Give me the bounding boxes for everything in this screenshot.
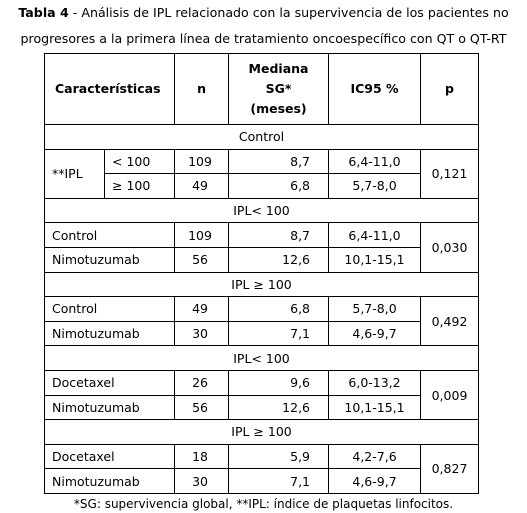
cell-ci: 10,1-15,1: [329, 247, 421, 272]
cell-median: 6,8: [229, 297, 329, 322]
cell-p: 0,009: [421, 370, 479, 419]
cell-n: 49: [175, 174, 229, 199]
cell-median: 9,6: [229, 370, 329, 395]
row-subgroup: < 100: [105, 149, 175, 174]
cell-median: 6,8: [229, 174, 329, 199]
row-label: Nimotuzumab: [45, 247, 175, 272]
header-characteristics: Características: [45, 54, 175, 125]
section-title-ipl-ge-100: IPL ≥ 100: [45, 272, 479, 297]
cell-median: 5,9: [229, 444, 329, 469]
caption-line-2: progresores a la primera línea de tratamiento oncoespecífico con QT o QT-RT: [20, 31, 507, 46]
header-median: [229, 54, 329, 125]
section-title-ipl-ge-100: IPL ≥ 100: [45, 420, 479, 445]
header-median-line-2: SG*: [265, 81, 292, 96]
header-n: n: [175, 54, 229, 125]
section-row: [45, 420, 479, 445]
row-label: Control: [45, 297, 175, 322]
cell-median: 12,6: [229, 247, 329, 272]
cell-median: 7,1: [229, 321, 329, 346]
table-row: [45, 223, 479, 248]
cell-ci: 6,4-11,0: [329, 223, 421, 248]
row-label: Nimotuzumab: [45, 469, 175, 494]
table-row: [45, 149, 479, 174]
header-ic95: IC95 %: [329, 54, 421, 125]
cell-p: 0,121: [421, 149, 479, 198]
header-row: [45, 54, 479, 125]
section-title-ipl-lt-100: IPL< 100: [45, 346, 479, 371]
section-title-ipl-lt-100: IPL< 100: [45, 198, 479, 223]
caption-line-1: [0, 0, 527, 26]
table-row: [45, 297, 479, 322]
cell-n: 109: [175, 223, 229, 248]
section-row: [45, 346, 479, 371]
caption-lead: Tabla 4: [18, 5, 69, 20]
header-median-line-3: (meses): [250, 101, 307, 116]
table-row: [45, 174, 479, 199]
section-row: [45, 198, 479, 223]
cell-ci: 6,0-13,2: [329, 370, 421, 395]
cell-n: 30: [175, 321, 229, 346]
cell-n: 56: [175, 247, 229, 272]
table-row: [45, 469, 479, 494]
cell-ci: 4,6-9,7: [329, 469, 421, 494]
cell-p: 0,030: [421, 223, 479, 272]
header-median-line-1: Mediana: [248, 61, 309, 76]
table-row: [45, 444, 479, 469]
cell-n: 56: [175, 395, 229, 420]
section-row: [45, 272, 479, 297]
section-title-control: Control: [45, 125, 479, 150]
row-label: Docetaxel: [45, 444, 175, 469]
cell-ci: 5,7-8,0: [329, 174, 421, 199]
table-footnote: *SG: supervivencia global, **IPL: índice de plaquetas linfocitos.: [73, 497, 454, 511]
results-table: [44, 53, 479, 494]
cell-ci: 5,7-8,0: [329, 297, 421, 322]
caption-text: - Análisis de IPL relacionado con la supervivencia de los pacientes no: [68, 5, 509, 20]
cell-ci: 10,1-15,1: [329, 395, 421, 420]
cell-n: 26: [175, 370, 229, 395]
cell-p: 0,827: [421, 444, 479, 493]
cell-n: 109: [175, 149, 229, 174]
cell-p: 0,492: [421, 297, 479, 346]
table-row: [45, 370, 479, 395]
section-row: [45, 125, 479, 150]
cell-median: 8,7: [229, 149, 329, 174]
table-row: [45, 321, 479, 346]
cell-n: 30: [175, 469, 229, 494]
row-subgroup: ≥ 100: [105, 174, 175, 199]
cell-median: 12,6: [229, 395, 329, 420]
cell-ci: 6,4-11,0: [329, 149, 421, 174]
table-caption: [0, 0, 527, 52]
table-row: [45, 247, 479, 272]
cell-median: 8,7: [229, 223, 329, 248]
table-row: [45, 395, 479, 420]
row-label: Nimotuzumab: [45, 321, 175, 346]
cell-median: 7,1: [229, 469, 329, 494]
cell-n: 18: [175, 444, 229, 469]
cell-ci: 4,2-7,6: [329, 444, 421, 469]
row-label: Control: [45, 223, 175, 248]
row-label: Nimotuzumab: [45, 395, 175, 420]
group-label: **IPL: [45, 149, 105, 198]
cell-n: 49: [175, 297, 229, 322]
cell-ci: 4,6-9,7: [329, 321, 421, 346]
header-p: p: [421, 54, 479, 125]
row-label: Docetaxel: [45, 370, 175, 395]
